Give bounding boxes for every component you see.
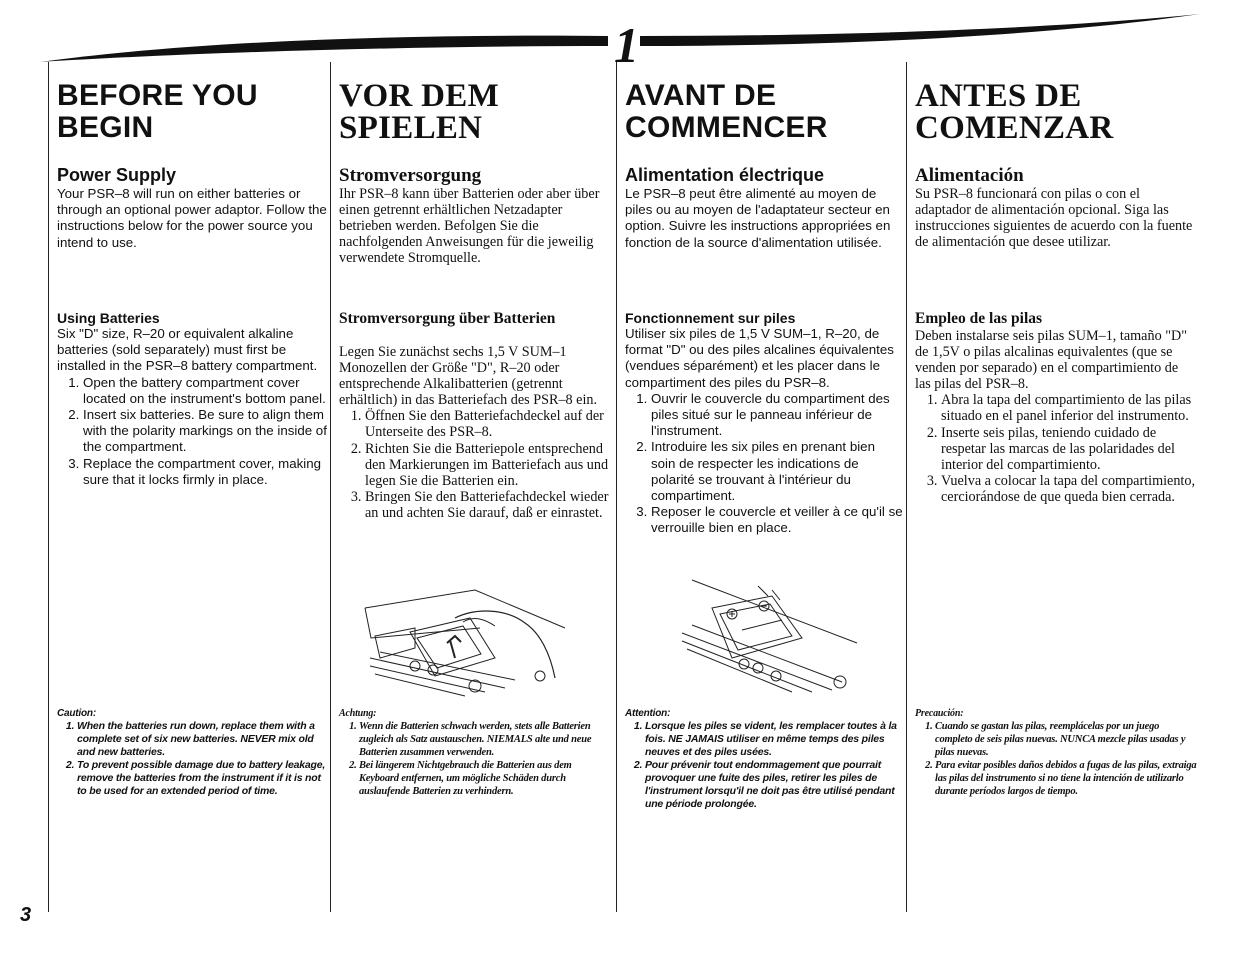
battery-cover-illustration	[355, 588, 570, 698]
steps-list	[915, 392, 1197, 505]
caution-item: 1. When the batteries run down, replace them with a complete set of six new batteries. NEVER mix old and new batteries.	[77, 720, 331, 759]
caution-item: 2. Pour prévenir tout endommagement que pourrait provoquer une fuite des piles, retirer les piles de l'instrument lorsqu'il ne doit pas être utilisé pendant une période prolongée.	[645, 759, 903, 811]
caution-block	[57, 707, 331, 798]
steps-list	[339, 408, 613, 521]
sub-heading: Empleo de las pilas	[915, 310, 1043, 327]
sub-heading: Stromversorgung über Batterien	[339, 310, 556, 327]
chapter-banner	[0, 0, 1252, 70]
page-title: AVANT DE COMMENCER	[625, 79, 828, 144]
caution-item: 1. Lorsque les piles se vident, les remplacer toutes à la fois. NE JAMAIS utiliser en même temps des piles neuves et des piles usées.	[645, 720, 903, 759]
caution-title: Achtung:	[339, 708, 377, 719]
section-text: Su PSR–8 funcionará con pilas o con el adaptador de alimentación opcional. Siga las instrucciones siguientes de acuerdo con la fuente de alimentación que desee utilizar.	[915, 186, 1193, 251]
caution-block	[625, 707, 903, 811]
page-title: BEFORE YOU BEGIN	[57, 79, 258, 144]
steps-list	[57, 375, 331, 488]
chapter-number: 1	[614, 17, 639, 70]
instructions-block	[339, 344, 613, 521]
caution-item: 2. To prevent possible damage due to battery leakage, remove the batteries from the instrument if it is not to be used for an extended period of time.	[77, 759, 331, 798]
sub-text: Deben instalarse seis pilas SUM–1, tamaño "D" de 1,5V o pilas alcalinas equivalentes (que se venden por separado) en el compartimiento de las pilas del PSR–8.	[915, 328, 1188, 393]
section-heading: Alimentación	[915, 165, 1024, 186]
battery-compartment-illustration	[672, 578, 872, 693]
page-number: 3	[20, 904, 32, 926]
sub-heading: Fonctionnement sur piles	[625, 310, 796, 326]
step-item: 3. Reposer le couvercle et veiller à ce qu'il se verrouille bien en place.	[651, 504, 903, 536]
sub-text: Legen Sie zunächst sechs 1,5 V SUM–1 Monozellen der Größe "D", R–20 oder entsprechende Alkalibatterien (getrennt erhältlich) in das Batteriefach des PSR–8 ein.	[339, 344, 598, 409]
steps-list	[625, 391, 903, 537]
step-item: 2. Inserte seis pilas, teniendo cuidado de respetar las marcas de las polaridades del interior del compartimiento.	[941, 425, 1197, 473]
column-french	[616, 62, 903, 912]
step-item: 2. Richten Sie die Batteriepole entsprechend den Markierungen im Batteriefach aus und legen Sie die Batterien ein.	[365, 441, 613, 489]
section-text: Ihr PSR–8 kann über Batterien oder aber über einen getrennt erhältlichen Netzadapter betrieben werden. Befolgen Sie die nachfolgenden Anweisungen für die jeweilig verwendete Stromquelle.	[339, 186, 600, 267]
banner-stroke-right	[640, 14, 1200, 46]
step-item: 1. Ouvrir le couvercle du compartiment des piles situé sur le panneau inférieur de l'instrument.	[651, 391, 903, 440]
column-english	[48, 62, 331, 912]
step-item: 1. Abra la tapa del compartimiento de las pilas situado en el panel inferior del instrumento.	[941, 392, 1197, 424]
caution-title: Precaución:	[915, 708, 964, 719]
page-title: ANTES DE COMENZAR	[915, 78, 1114, 146]
step-item: 3. Replace the compartment cover, making sure that it locks firmly in place.	[83, 456, 331, 488]
step-item: 3. Vuelva a colocar la tapa del compartimiento, cerciorándose de que queda bien cerrada.	[941, 473, 1197, 505]
section-text: Le PSR–8 peut être alimenté au moyen de piles ou au moyen de l'adaptateur secteur en option. Suivre les instructions appropriées en fonction de la source d'alimentation utilisée.	[625, 186, 891, 250]
step-item: 1. Open the battery compartment cover located on the instrument's bottom panel.	[83, 375, 331, 407]
sub-text: Six "D" size, R–20 or equivalent alkaline batteries (sold separately) must first be installed in the PSR–8 battery compartment.	[57, 326, 318, 374]
caution-item: 1. Cuando se gastan las pilas, reemplácelas por un juego completo de seis pilas nuevas. NUNCA mezcle pilas usadas y pilas nuevas.	[935, 720, 1197, 759]
column-spanish	[906, 62, 1197, 912]
step-item: 2. Introduire les six piles en prenant bien soin de respecter les indications de polarité se trouvant à l'intérieur du compartiment.	[651, 439, 903, 504]
page-title: VOR DEM SPIELEN	[339, 78, 500, 146]
step-item: 2. Insert six batteries. Be sure to align them with the polarity markings on the inside of the compartment.	[83, 407, 331, 456]
section-text: Your PSR–8 will run on either batteries or through an optional power adaptor. Follow the instructions below for the power source you intend to use.	[57, 186, 327, 250]
section-heading: Alimentation électrique	[625, 165, 825, 185]
caution-item: 2. Bei längerem Nichtgebrauch die Batterien aus dem Keyboard entfernen, um mögliche Schäden durch auslaufende Batterien zu verhindern.	[359, 759, 613, 798]
banner-stroke-left	[40, 36, 608, 62]
caution-title: Caution:	[57, 708, 96, 719]
caution-block	[339, 707, 613, 798]
step-item: 3. Bringen Sie den Batteriefachdeckel wieder an und achten Sie darauf, daß er einrastet.	[365, 489, 613, 521]
instructions-block	[57, 326, 331, 488]
caution-block	[915, 707, 1197, 798]
instructions-block	[915, 328, 1197, 505]
column-german	[330, 62, 613, 912]
section-heading: Stromversorgung	[339, 165, 482, 186]
caution-item: 1. Wenn die Batterien schwach werden, stets alle Batterien zugleich als Satz austauschen. NIEMALS alte und neue Batterien zusammen verwenden.	[359, 720, 613, 759]
section-heading: Power Supply	[57, 165, 177, 185]
sub-text: Utiliser six piles de 1,5 V SUM–1, R–20, de format "D" ou des piles alcalines équivalentes (vendues séparément) et les placer dans le compartiment des piles du PSR–8.	[625, 326, 894, 390]
instructions-block	[625, 326, 903, 537]
caution-title: Attention:	[625, 708, 671, 719]
step-item: 1. Öffnen Sie den Batteriefachdeckel auf der Unterseite des PSR–8.	[365, 408, 613, 440]
caution-item: 2. Para evitar posibles daños debidos a fugas de las pilas, extraiga las pilas del instrumento si no tiene la intención de utilizarlo durante períodos largos de tiempo.	[935, 759, 1197, 798]
sub-heading: Using Batteries	[57, 310, 160, 326]
